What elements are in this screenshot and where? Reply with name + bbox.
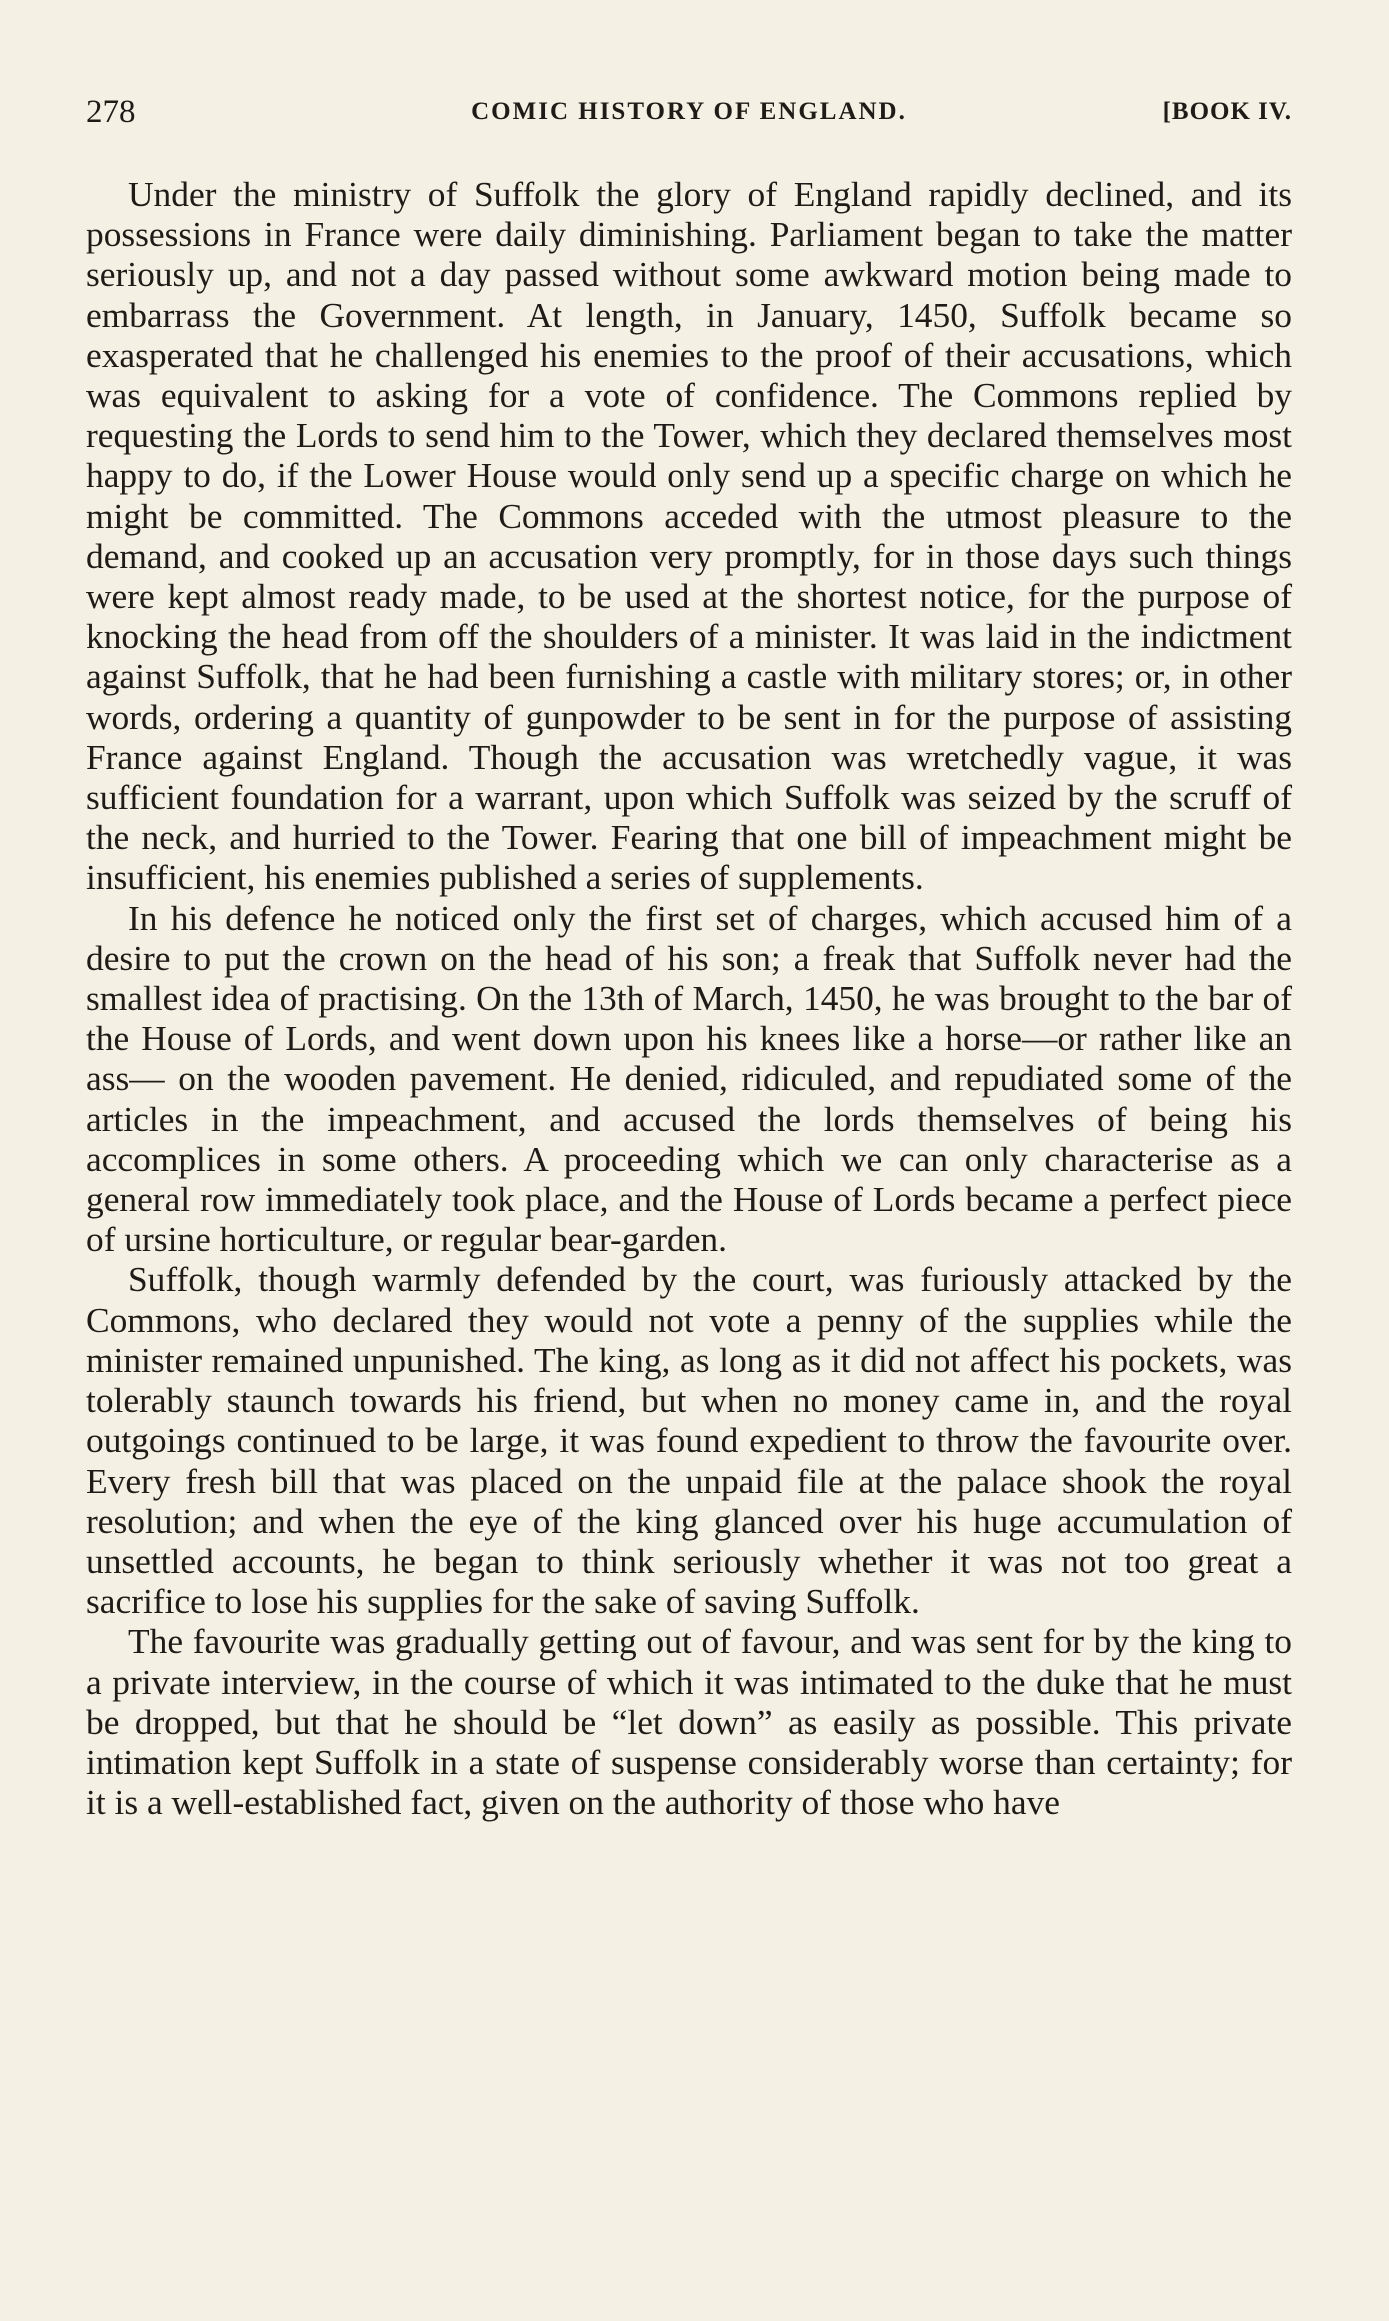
book-label: [BOOK IV.: [1162, 98, 1292, 125]
book-page: [86, 88, 1292, 1822]
body-text: [86, 174, 1292, 1822]
paragraph: In his defence he noticed only the first set of charges, which accused him of a desire to put the crown on the head of his son; a freak that Suffolk never had the smallest idea of practising. On the 13th of March, 1450, he was brought to the bar of the House of Lords, and went down upon his knees like a horse—or rather like an ass— on the wooden pavement. He denied, ridiculed, and repudiated some of the articles in the impeachment, and accused the lords themselves of being his accomplices in some others. A proceeding which we can only characterise as a general row immediately took place, and the House of Lords became a perfect piece of ursine horticulture, or regular bear-garden.: [86, 897, 1292, 1260]
paragraph: Suffolk, though warmly defended by the court, was furiously attacked by the Commons, who declared they would not vote a penny of the supplies while the minister remained unpunished. The king, as long as it did not affect his pockets, was tolerably staunch towards his friend, but when no money came in, and the royal outgoings continued to be large, it was found expedient to throw the favourite over. Every fresh bill that was placed on the unpaid file at the palace shook the royal resolution; and when the eye of the king glanced over his huge accumulation of unsettled accounts, he began to think seriously whether it was not too great a sacrifice to lose his supplies for the sake of saving Suffolk.: [86, 1259, 1292, 1622]
paragraph: The favourite was gradually getting out of favour, and was sent for by the king to a private interview, in the course of which it was intimated to the duke that he must be dropped, but that he should be “let down” as easily as possible. This private intimation kept Suffolk in a state of suspense considerably worse than certainty; for it is a well-established fact, given on the authority of those who have: [86, 1621, 1292, 1823]
page-number: 278: [86, 94, 136, 130]
paragraph: Under the ministry of Suffolk the glory of England rapidly declined, and its possessions in France were daily diminishing. Parliament began to take the matter seriously up, and not a day passed without some awkward motion being made to embarrass the Government. At length, in January, 1450, Suffolk became so exasperated that he challenged his enemies to the proof of their accusations, which was equivalent to asking for a vote of confidence. The Commons replied by requesting the Lords to send him to the Tower, which they declared themselves most happy to do, if the Lower House would only send up a specific charge on which he might be committed. The Commons acceded with the utmost pleasure to the demand, and cooked up an accusation very promptly, for in those days such things were kept almost ready made, to be used at the shortest notice, for the purpose of knocking the head from off the shoulders of a minister. It was laid in the indictment against Suffolk, that he had been furnishing a castle with military stores; or, in other words, ordering a quantity of gunpowder to be sent in for the purpose of assisting France against England. Though the accusation was wretchedly vague, it was sufficient foundation for a warrant, upon which Suffolk was seized by the scruff of the neck, and hurried to the Tower. Fearing that one bill of impeachment might be insufficient, his enemies published a series of supplements.: [86, 174, 1292, 898]
running-title: COMIC HISTORY OF ENGLAND.: [471, 98, 907, 125]
running-head: [86, 88, 1292, 136]
